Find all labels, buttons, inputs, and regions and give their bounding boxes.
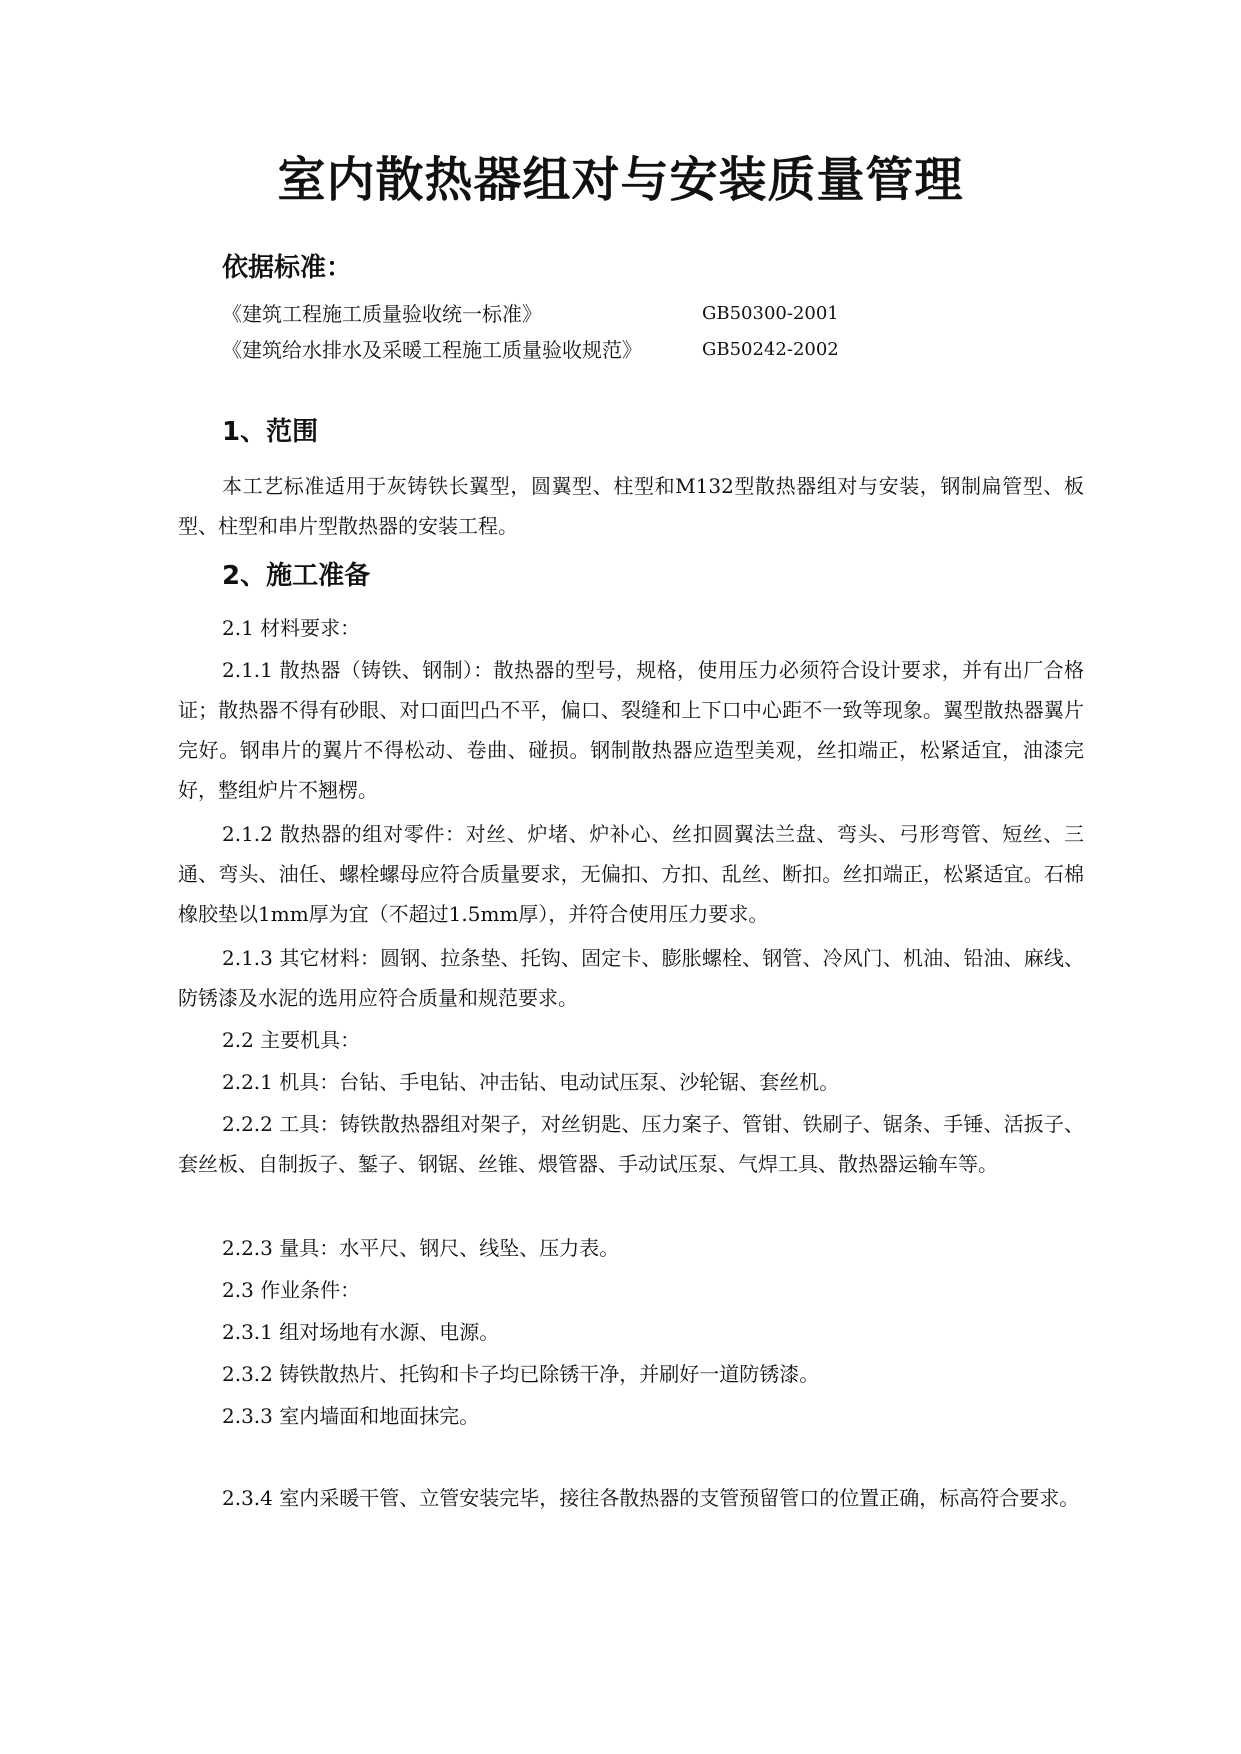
paragraph: 2.1.3 其它材料：圆钢、拉条垫、托钩、固定卡、膨胀螺栓、钢管、冷风门、机油、铅油、麻线、防锈漆及水泥的选用应符合质量和规范要求。 — [178, 946, 1084, 1010]
paragraph: 2.2.3 量具：水平尺、钢尺、线坠、压力表。 — [222, 1236, 620, 1260]
paragraph: 2.1.2 散热器的组对零件：对丝、炉堵、炉补心、丝扣圆翼法兰盘、弯头、弓形弯管、短丝、三通、弯头、油任、螺栓螺母应符合质量要求，无偏扣、方扣、乱丝、断扣。丝扣端正，松紧适宜。石棉橡胶垫以1mm厚为宜（不超过1.5mm厚），并符合使用压力要求。 — [178, 822, 1084, 926]
section-2-heading: 2、施工准备 — [222, 561, 371, 591]
section-1-text: 本工艺标准适用于灰铸铁长翼型，圆翼型、柱型和M132型散热器组对与安装，钢制扁管型、板型、柱型和串片型散热器的安装工程。 — [178, 474, 1084, 538]
document-title: 室内散热器组对与安装质量管理 — [277, 152, 964, 208]
paragraph: 2.2.2 工具：铸铁散热器组对架子，对丝钥匙、压力案子、管钳、铁刷子、锯条、手锤、活扳子、套丝板、自制扳子、錾子、钢锯、丝锥、煨管器、手动试压泵、气焊工具、散热器运输车等。 — [178, 1112, 1084, 1176]
section-1-heading: 1、范围 — [222, 417, 319, 447]
standard-code: GB50300-2001 — [702, 303, 839, 324]
standard-name: 《建筑工程施工质量验收统一标准》 — [222, 302, 542, 326]
basis-heading: 依据标准： — [222, 253, 353, 283]
paragraph: 2.2 主要机具： — [222, 1028, 361, 1052]
paragraph: 2.1 材料要求： — [222, 616, 361, 640]
paragraph: 2.3 作业条件： — [222, 1278, 361, 1302]
paragraph: 2.3.4 室内采暖干管、立管安装完毕，接往各散热器的支管预留管口的位置正确，标高符合要求。 — [222, 1486, 1080, 1510]
standard-code: GB50242-2002 — [702, 339, 839, 360]
paragraph: 2.3.3 室内墙面和地面抹完。 — [222, 1404, 480, 1428]
paragraph: 2.3.1 组对场地有水源、电源。 — [222, 1320, 500, 1344]
standard-name: 《建筑给水排水及采暖工程施工质量验收规范》 — [222, 338, 642, 362]
paragraph: 2.2.1 机具：台钻、手电钻、冲击钻、电动试压泵、沙轮锯、套丝机。 — [222, 1070, 840, 1094]
paragraph: 2.3.2 铸铁散热片、托钩和卡子均已除锈干净，并刷好一道防锈漆。 — [222, 1362, 820, 1386]
paragraph: 2.1.1 散热器（铸铁、钢制）：散热器的型号，规格，使用压力必须符合设计要求，并有出厂合格证；散热器不得有砂眼、对口面凹凸不平，偏口、裂缝和上下口中心距不一致等现象。翼型散热器翼片完好。钢串片的翼片不得松动、卷曲、碰损。钢制散热器应造型美观，丝扣端正，松紧适宜，油漆完好，整组炉片不翘楞。 — [178, 658, 1084, 802]
